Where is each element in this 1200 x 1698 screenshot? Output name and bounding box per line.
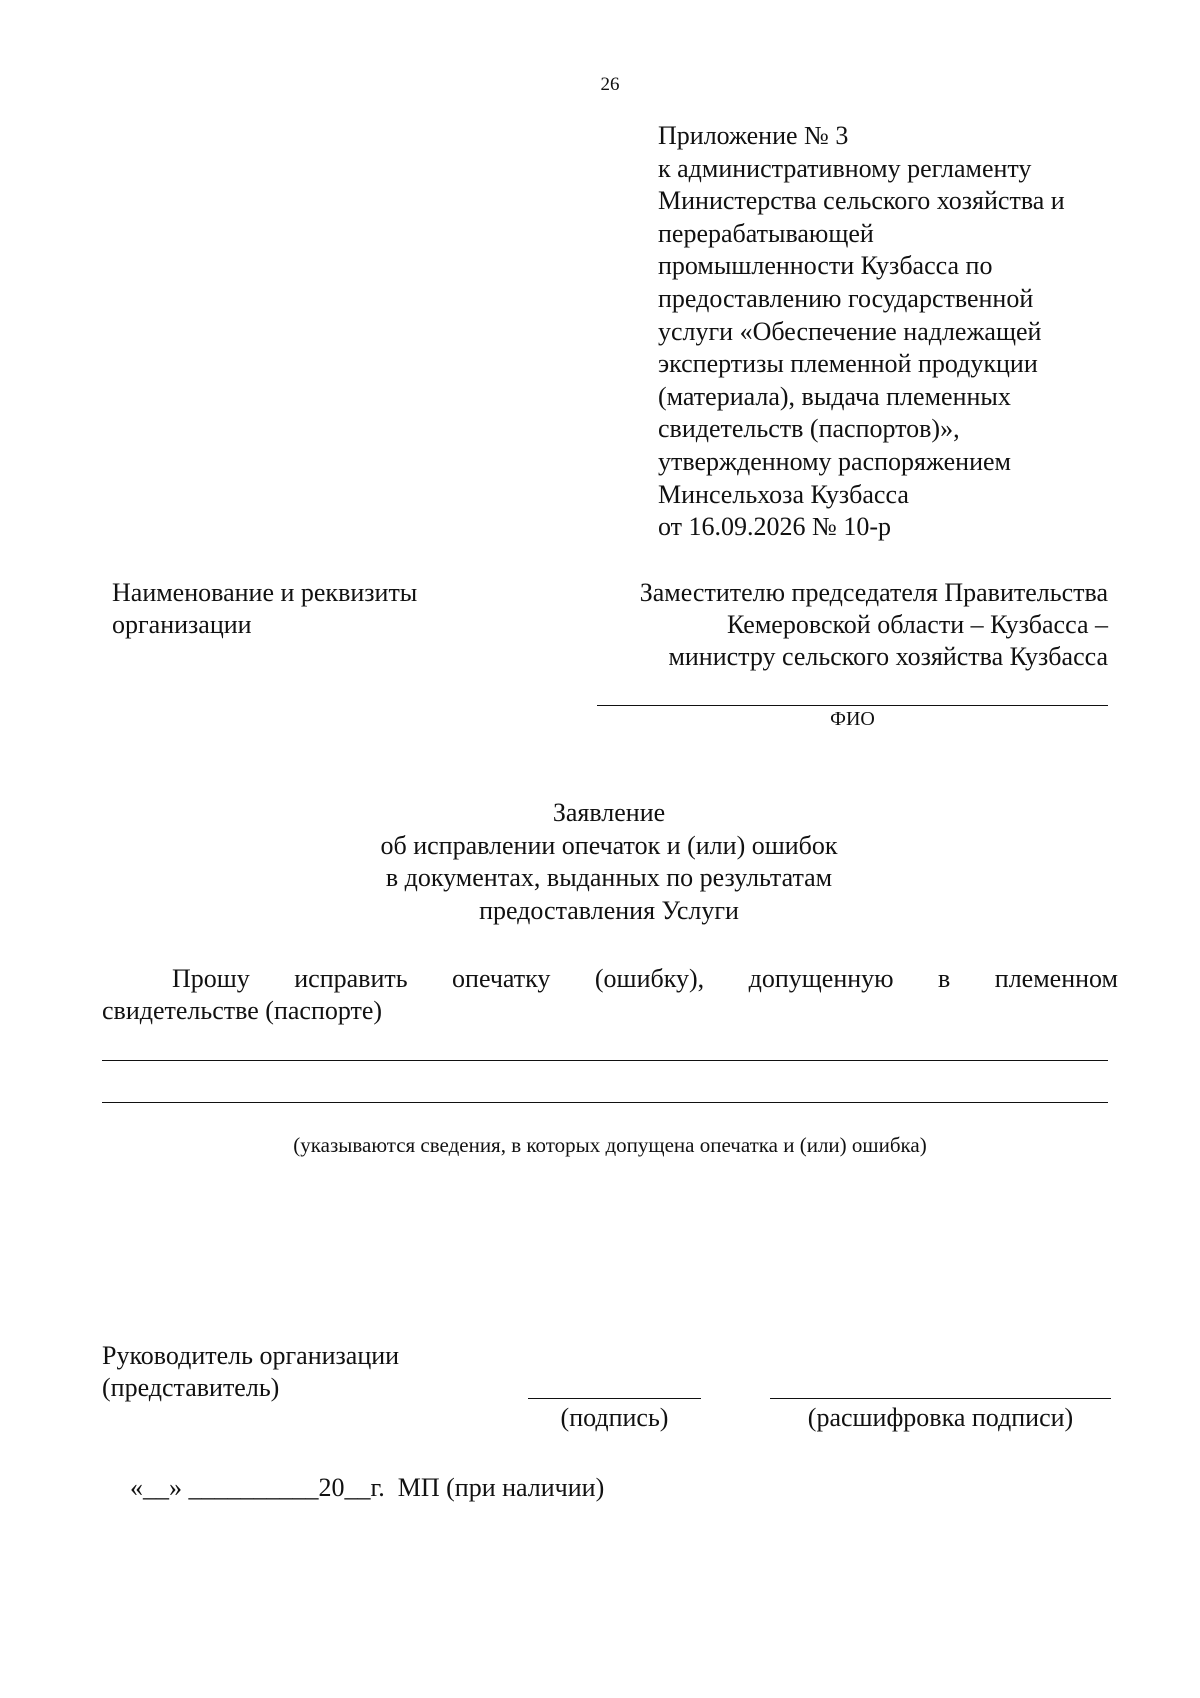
fill-in-hint: (указываются сведения, в которых допущена опечатка и (или) ошибка) bbox=[293, 1133, 927, 1157]
request-paragraph-line bbox=[102, 963, 1118, 995]
signature-line bbox=[528, 1398, 701, 1399]
signature-decode-label: (расшифровка подписи) bbox=[807, 1403, 1074, 1432]
fill-in-line bbox=[102, 1060, 1108, 1061]
appendix-line: услуги «Обеспечение надлежащей bbox=[658, 316, 1042, 346]
head-label bbox=[102, 1340, 399, 1404]
organization-label bbox=[112, 577, 417, 641]
head-label-line: Руководитель организации bbox=[102, 1341, 400, 1370]
appendix-line: свидетельств (паспортов)», bbox=[658, 414, 960, 444]
document-title bbox=[0, 797, 1200, 927]
addressee-line: Кемеровской области – Кузбасса – bbox=[726, 610, 1108, 639]
appendix-line: от 16.09.2026 № 10-р bbox=[658, 512, 891, 542]
appendix-line: Министерства сельского хозяйства и bbox=[658, 186, 1065, 216]
title-line: предоставления Услуги bbox=[479, 895, 739, 925]
appendix-line: предоставлению государственной bbox=[658, 283, 1034, 313]
addressee-line: министру сельского хозяйства Кузбасса bbox=[668, 642, 1108, 671]
title-line: об исправлении опечаток и (или) ошибок bbox=[380, 830, 838, 860]
fio-label: ФИО bbox=[830, 708, 875, 730]
head-label-line: (представитель) bbox=[102, 1373, 280, 1402]
appendix-line: Приложение № 3 bbox=[658, 121, 849, 150]
request-paragraph-line: свидетельстве (паспорте) bbox=[102, 996, 383, 1025]
appendix-line: перерабатывающей bbox=[658, 218, 874, 248]
title-line: в документах, выданных по результатам bbox=[385, 863, 833, 892]
appendix-line: к административному регламенту bbox=[658, 153, 1032, 183]
appendix-line: (материала), выдача племенных bbox=[658, 381, 1011, 411]
signature-decode-line bbox=[770, 1398, 1111, 1399]
fio-underline bbox=[597, 705, 1108, 706]
organization-label-line: Наименование и реквизиты bbox=[112, 578, 418, 607]
request-text: Прошу исправить опечатку (ошибку), допущенную в племенном bbox=[172, 964, 1118, 993]
addressee-line: Заместителю председателя Правительства bbox=[639, 578, 1108, 607]
appendix-line: утвержденному распоряжением bbox=[658, 446, 1011, 476]
addressee-block bbox=[640, 577, 1108, 673]
title-line: Заявление bbox=[552, 798, 666, 827]
appendix-line: промышленности Кузбасса по bbox=[658, 251, 993, 281]
page-number: 26 bbox=[600, 74, 620, 95]
appendix-block bbox=[658, 120, 1158, 544]
date-stamp-row: «__» __________20__г. МП (при наличии) bbox=[130, 1473, 605, 1502]
fill-in-line bbox=[102, 1102, 1108, 1103]
appendix-line: Минсельхоза Кузбасса bbox=[658, 479, 909, 509]
organization-label-line: организации bbox=[112, 610, 252, 639]
appendix-line: экспертизы племенной продукции bbox=[658, 349, 1038, 379]
signature-label: (подпись) bbox=[560, 1403, 669, 1432]
